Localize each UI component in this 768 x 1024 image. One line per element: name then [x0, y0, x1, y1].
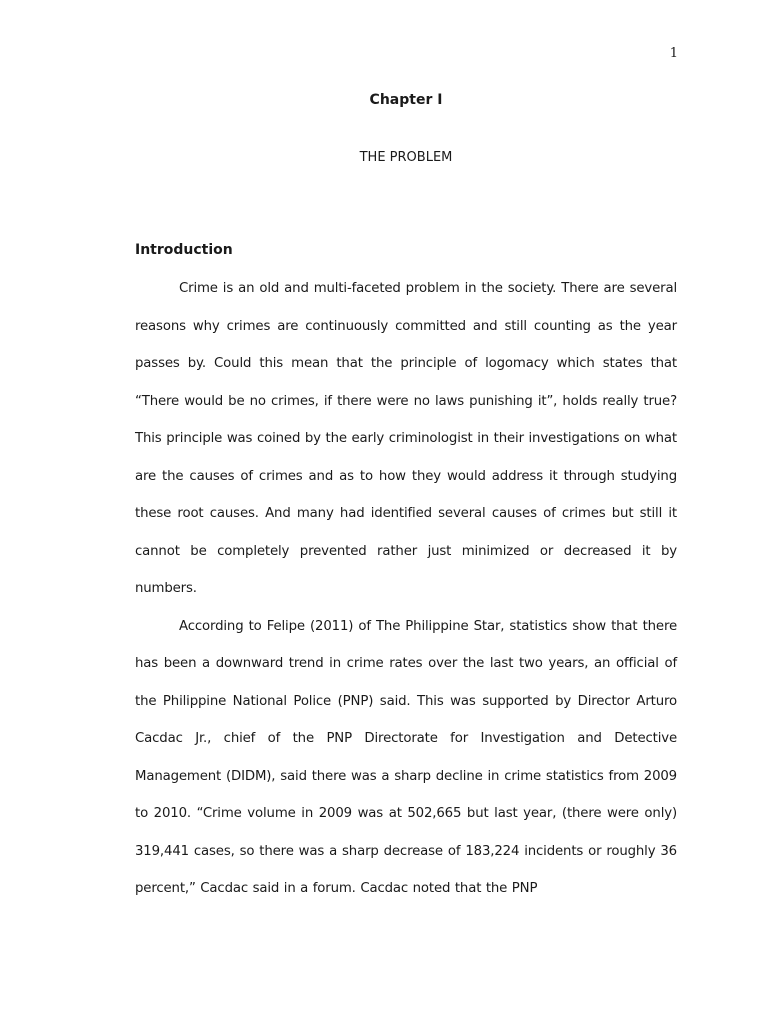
paragraph-1: Crime is an old and multi-faceted problem in the society. There are several reasons why crimes are continuously committed and still counting as the year passes by. Could this mean that the principle of logomacy which states that “There would be no crimes, if there were no laws punishing it”, holds really true? This principle was coined by the early criminologist in their investigations on what are the causes of crimes and as to how they would address it through studying these root causes. And many had identified several causes of crimes but still it cannot be completely prevented rather just minimized or decreased it by numbers. [135, 281, 677, 596]
section-heading: Introduction [135, 242, 233, 258]
chapter-subtitle: THE PROBLEM [359, 150, 453, 165]
paragraph-2: According to Felipe (2011) of The Philippine Star, statistics show that there has been a downward trend in crime rates over the last two years, an official of the Philippine National Police (PNP) said. This was supported by Director Arturo Cacdac Jr., chief of the PNP Directorate for Investigation and Detective Management (DIDM), said there was a sharp decline in crime statistics from 2009 to 2010. “Crime volume in 2009 was at 502,665 but last year, (there were only) 319,441 cases, so there was a sharp decrease of 183,224 incidents or roughly 36 percent,” Cacdac said in a forum. Cacdac noted that the PNP [135, 618, 677, 896]
chapter-title: Chapter I [369, 92, 443, 108]
body-text [135, 270, 677, 908]
page-number: 1 [669, 46, 678, 61]
